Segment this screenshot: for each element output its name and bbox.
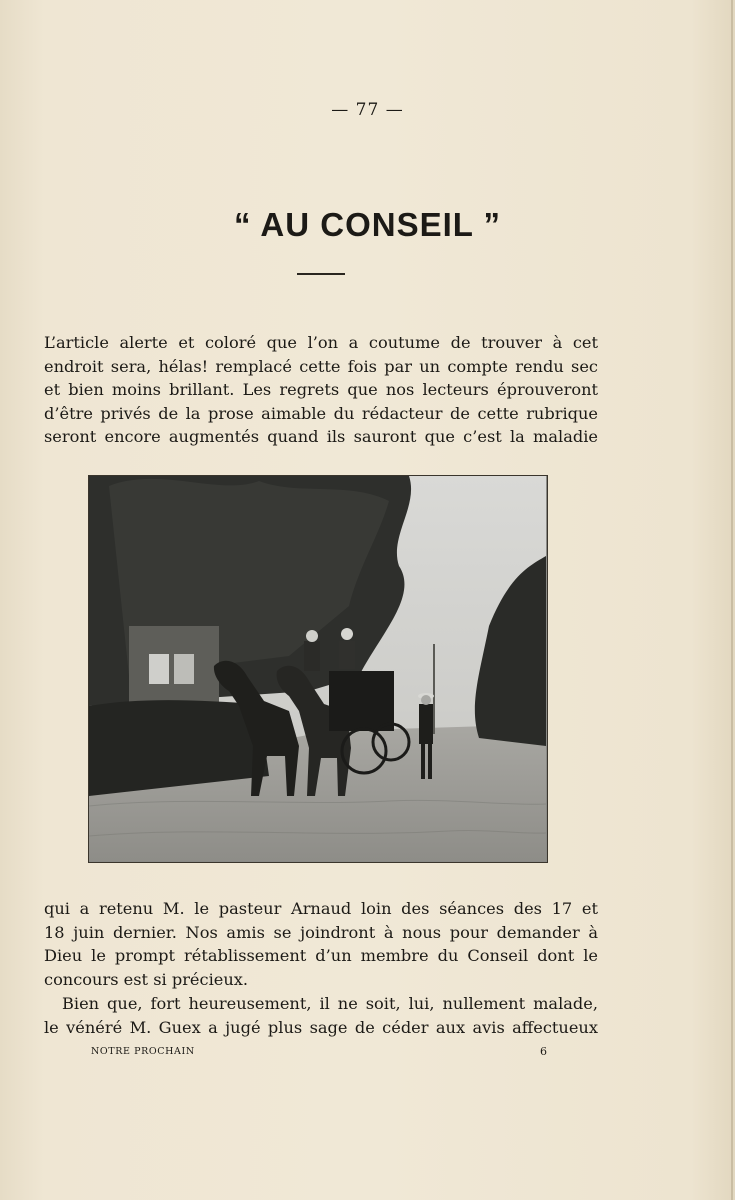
text-line: Bien que, fort heureusement, il ne soit, lui, nullement malade, [62,994,598,1013]
text-line: endroit sera, hélas! remplacé cette fois par un compte rendu sec [44,356,598,376]
text-line: seront encore augmentés quand ils sauront que c’est la maladie [44,427,598,447]
text-line: qui a retenu M. le pasteur Arnaud loin des séances des 17 et [44,899,598,918]
title-divider [297,273,345,275]
text-line: d’être privés de la prose aimable du rédacteur de cette rubrique [44,403,598,423]
article-title: “ AU CONSEIL ” [233,206,502,243]
paragraph-guex [44,992,598,1039]
paragraph-continued [44,897,598,991]
text-line: Dieu le prompt rétablissement d’un membre du Conseil dont le [44,946,598,966]
page-number: — 77 — [331,100,404,120]
text-line: 18 juin dernier. Nos amis se joindront à nous pour demander à [44,922,598,942]
text-line: L’article alerte et coloré que l’on a coutume de trouver à cet [44,333,598,352]
text-line: le vénéré M. Guex a jugé plus sage de céder aux avis affectueux [44,1017,598,1037]
footer-publication-name: NOTRE PROCHAIN [91,1046,195,1057]
photograph-horse-carriage [88,475,548,863]
text-line: et bien moins brillant. Les regrets que nos lecteurs éprouveront [44,380,598,400]
page-edge [731,0,733,1200]
paragraph-intro [44,331,598,449]
footer-signature-number: 6 [540,1045,547,1058]
text-line: concours est si précieux. [44,969,249,989]
